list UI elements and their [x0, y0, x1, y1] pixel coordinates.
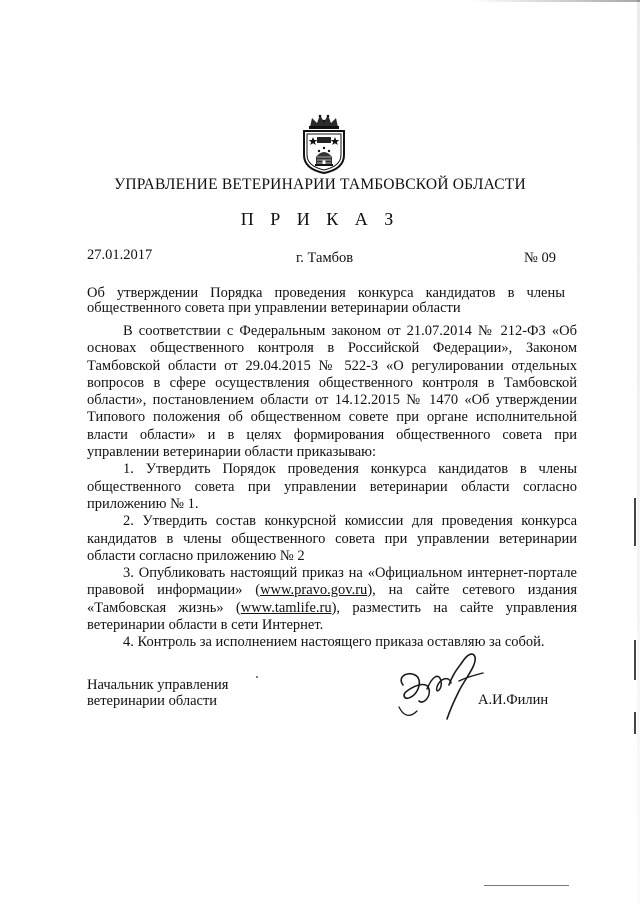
- scan-mark: [634, 640, 636, 680]
- preamble-paragraph: В соответствии с Федеральным законом от 21.07.2014 № 212-ФЗ «Об основах общественного контроля в Российской Федерации», Законом Тамбовской области от 29.04.2015 № 522-З «О регулировании отдельных вопросов в сфере осуществления общественного контроля в Тамбовской области», постановлением области от 14.12.2015 № 1470 «Об утверждении Типового положения об общественном совете при органе исполнительной власти области» и в целях формирования общественного совета при управлении ветеринарии области приказываю:: [87, 323, 577, 461]
- signer-position-line: Начальник управления: [87, 677, 229, 693]
- pravo-gov-link[interactable]: www.pravo.gov.ru: [260, 582, 368, 599]
- signer-position-line: ветеринарии области: [87, 693, 218, 709]
- scan-mark: [634, 498, 636, 546]
- order-date: 27.01.2017: [87, 247, 153, 263]
- signer-position: [87, 677, 228, 709]
- order-item-3-text: 3. Опубликовать настоящий приказ на «Официальном интернет-портале правовой информации» (: [87, 565, 577, 599]
- handwritten-signature-icon: [393, 645, 503, 725]
- document-type-title: П Р И К А З: [240, 209, 400, 229]
- order-subject: Об утверждении Порядка проведения конкурса кандидатов в члены общественного совета при управлении ветеринарии области: [87, 285, 565, 316]
- signer-name: А.И.Филин: [478, 692, 549, 708]
- scan-speck: [256, 676, 258, 678]
- order-number: № 09: [524, 250, 556, 266]
- order-item-3-text: ), разместить на сайте управления ветеринарии области в сети Интернет.: [87, 599, 577, 634]
- scan-line: [484, 885, 569, 886]
- order-item-4: 4. Контроль за исполнением настоящего приказа оставляю за собой.: [123, 634, 545, 651]
- organization-title: УПРАВЛЕНИЕ ВЕТЕРИНАРИИ ТАМБОВСКОЙ ОБЛАСТИ: [114, 176, 526, 193]
- order-city: г. Тамбов: [296, 250, 354, 266]
- order-item-2: 2. Утвердить состав конкурсной комиссии для проведения конкурса кандидатов в члены общественного совета при управлении ветеринарии области согласно приложению № 2: [87, 513, 577, 564]
- scan-mark: [634, 712, 636, 734]
- order-item-3: [87, 565, 577, 634]
- order-item-3-text: ), на сайте сетевого издания «Тамбовская жизнь» (: [87, 582, 577, 616]
- order-body: [87, 323, 577, 652]
- scan-edge-top: [470, 0, 640, 2]
- tambov-oblast-coat-of-arms-icon: [298, 113, 350, 175]
- order-item-1: 1. Утвердить Порядок проведения конкурса кандидатов в члены общественного совета при управлении ветеринарии области согласно приложению № 1.: [87, 461, 577, 512]
- tamlife-link[interactable]: www.tamlife.ru: [240, 599, 332, 616]
